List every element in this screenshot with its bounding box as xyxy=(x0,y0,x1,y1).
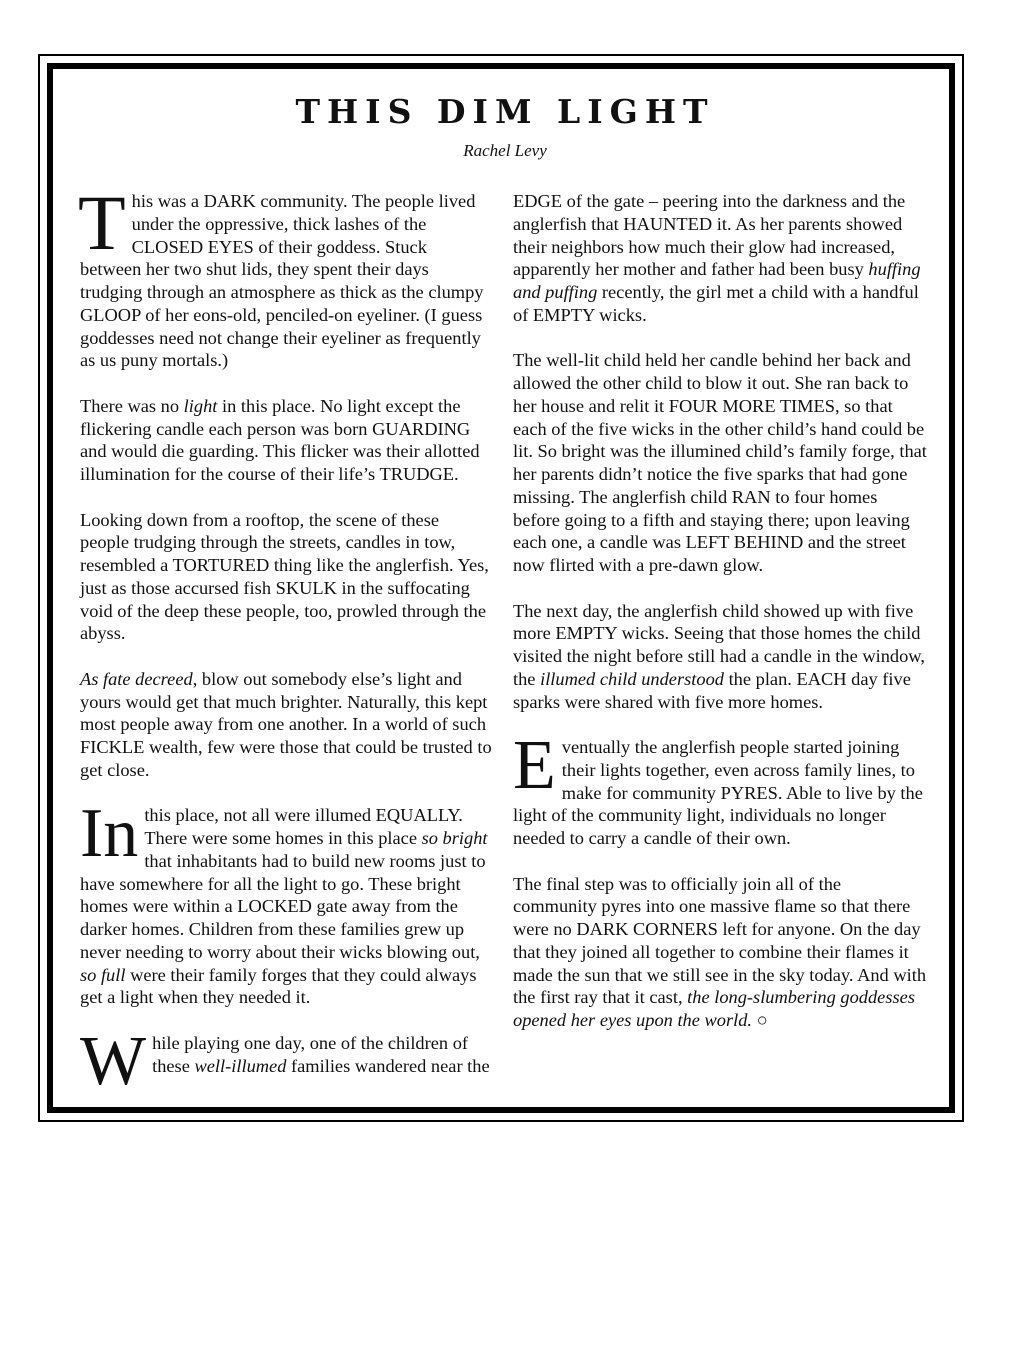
right-column xyxy=(513,190,928,1055)
author-byline: Rachel Levy xyxy=(463,141,547,160)
paragraph-9: The next day, the anglerfish child showed up with five more EMPTY wicks. Seeing that those homes the child visited the night before still had a candle in the window, the illumed child understood the plan. EACH day five sparks were shared with five more homes. xyxy=(513,600,925,712)
end-mark: ○ xyxy=(752,1010,768,1030)
paragraph-7: EDGE of the gate – peering into the darkness and the anglerfish that HAUNTED it. As her parents showed their neighbors how much their glow had increased, apparently her mother and father had been busy huffing and puffing recently, the girl met a child with a handful of EMPTY wicks. xyxy=(513,191,921,325)
paragraph-4: As fate decreed, blow out somebody else’s light and yours would get that much brighter. Naturally, this kept most people away from one another. In a world of such FICKLE wealth, few were those that could be trusted to get close. xyxy=(80,668,492,780)
drop-cap: E xyxy=(513,727,556,804)
left-column xyxy=(78,179,492,1100)
paragraph-11: The final step was to officially join all of the community pyres into one massive flame so that there were no DARK CORNERS left for anyone. On the day that they joined all together to combine their flames it made the sun that we still see in the sky today. And with the first ray that it cast, the long-slumbering goddesses opened her eyes upon the world. ○ xyxy=(513,873,927,1030)
paragraph-3: Looking down from a rooftop, the scene of these people trudging through the streets, candles in tow, resembled a TORTURED thing like the anglerfish. Yes, just as those accursed fish SKULK in the suffocating void of the deep these people, too, prowled through the abyss. xyxy=(80,509,489,644)
article-title: THIS DIM LIGHT xyxy=(295,92,715,131)
paragraph-5: In this place, not all were illumed EQUALLY. There were some homes in this place so bright that inhabitants had to build new rooms just to have somewhere for all the light to go. These bright homes were within a LOCKED gate away from the darker homes. Children from these families grew up never needing to worry about their wicks blowing out, so full were their family forges that they could always get a light when they needed it. xyxy=(80,795,488,1008)
paragraph-2: There was no light in this place. No light except the flickering candle each person was born GUARDING and would die guarding. This flicker was their allotted illumination for the course of their life’s TRUDGE. xyxy=(80,395,480,484)
paragraph-8: The well-lit child held her candle behind her back and allowed the other child to blow it out. She ran back to her house and relit it FOUR MORE TIMES, so that each of the five wicks in the other child’s hand could be lit. So bright was the illumined child’s family forge, that her parents didn’t notice the five sparks that had gone missing. The anglerfish child RAN to four homes before going to a fifth and staying there; upon leaving each one, a candle was LEFT BEHIND and the street now flirted with a pre-dawn glow. xyxy=(513,350,927,575)
paragraph-10: Eventually the anglerfish people started joining their lights together, even across family lines, to make for community PYRES. Able to live by the light of the community light, individuals no longer needed to carry a candle of their own. xyxy=(513,727,923,848)
drop-cap: T xyxy=(78,179,126,266)
drop-cap: In xyxy=(80,795,139,873)
drop-cap: W xyxy=(80,1022,147,1100)
paragraph-6: While playing one day, one of the children of these well-illumed families wandered near the xyxy=(80,1022,490,1100)
paragraph-1: This was a DARK community. The people lived under the oppressive, thick lashes of the CLOSED EYES of their goddess. Stuck between her two shut lids, they spent their days trudging through an atmosphere as thick as the clumpy GLOOP of her eons-old, penciled-on eyeliner. (I guess goddesses need not change their eyeliner as frequently as us puny mortals.) xyxy=(78,179,484,371)
